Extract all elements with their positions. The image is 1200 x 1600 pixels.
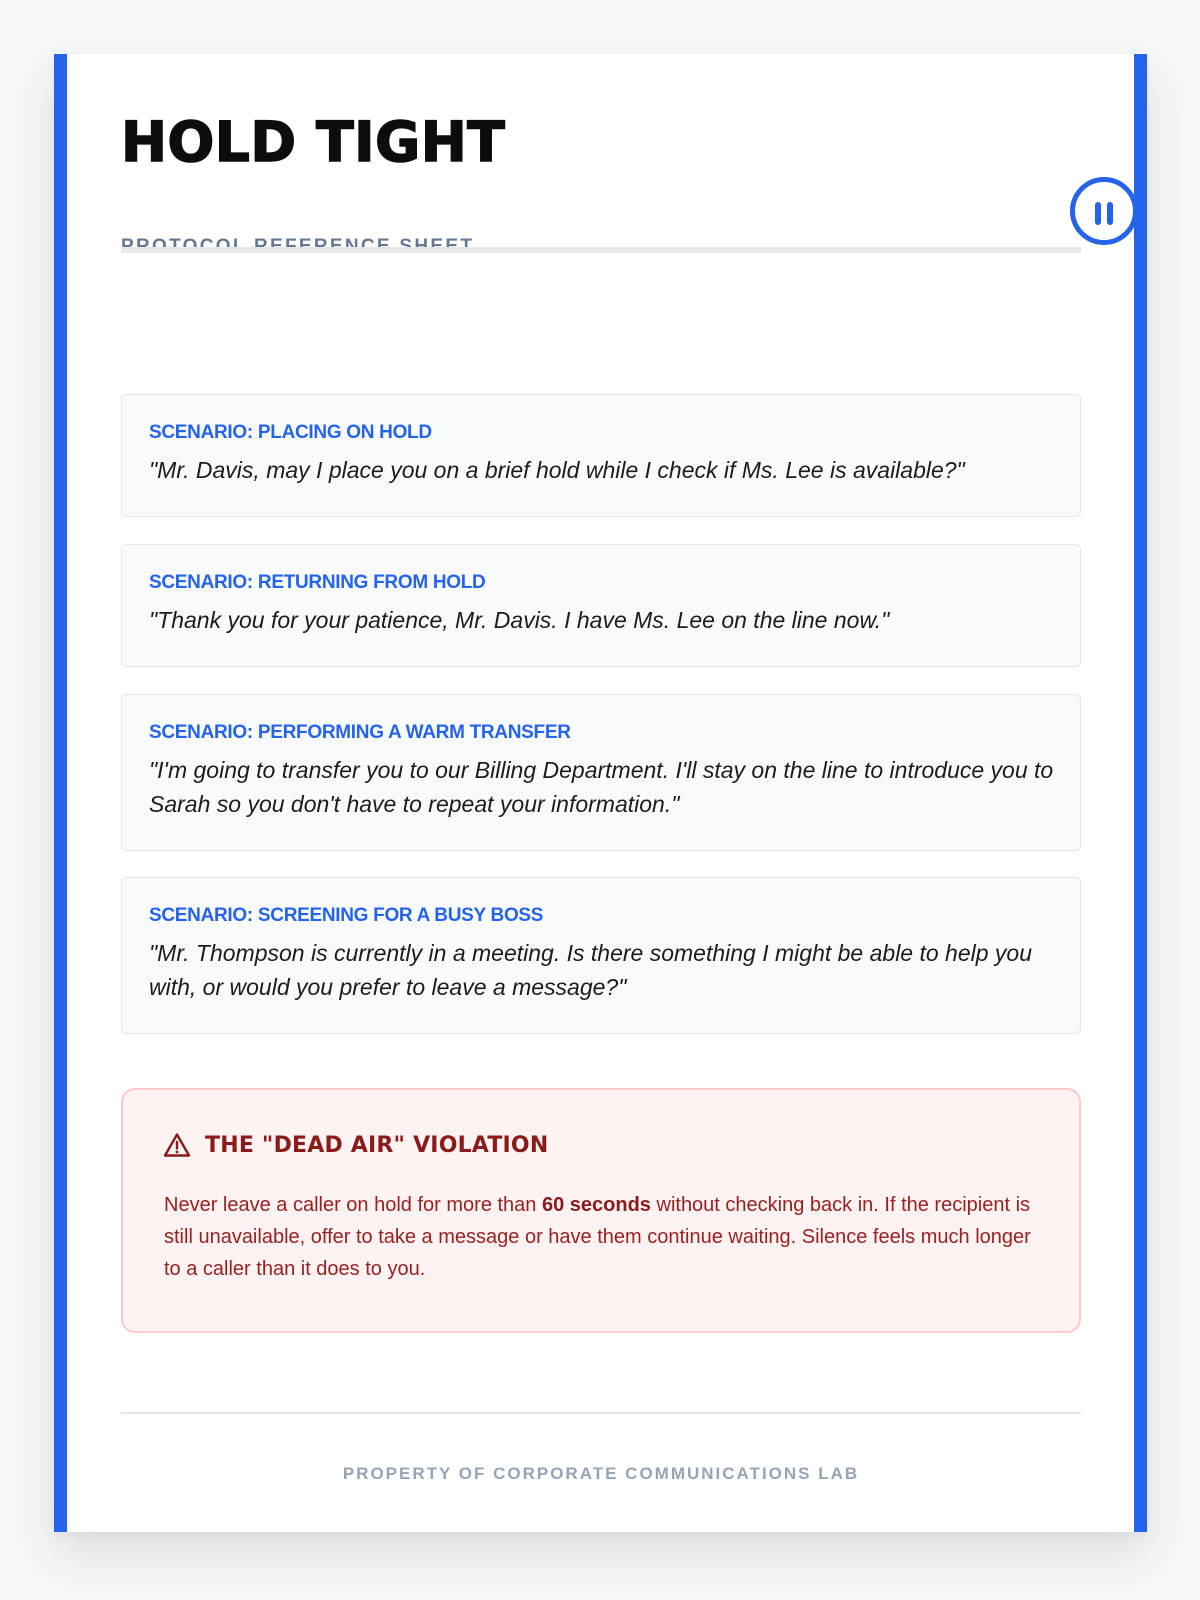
scenario-card (121, 694, 1081, 851)
footer-divider (121, 1412, 1081, 1414)
scenario-label: SCENARIO: PLACING ON HOLD (149, 422, 432, 443)
footer-text: PROPERTY OF CORPORATE COMMUNICATIONS LAB (342, 1464, 860, 1483)
page-title: HOLD TIGHT (121, 110, 506, 174)
pause-bar-left (1095, 202, 1101, 225)
warning-body-start: Never leave a caller on hold for more than (164, 1194, 542, 1216)
scenario-card (121, 877, 1081, 1034)
scenario-quote: "Mr. Thompson is currently in a meeting. Is there something I might be able to help you with, or would you prefer to leave a message?" (149, 940, 1033, 1000)
pause-bar-right (1107, 202, 1113, 225)
left-accent-bar (54, 54, 67, 1532)
warning-title: THE "DEAD AIR" VIOLATION (205, 1132, 549, 1158)
dead-air-warning (121, 1088, 1081, 1333)
warning-body (164, 1189, 1034, 1285)
warning-header (163, 1132, 548, 1158)
header (121, 110, 1081, 210)
warning-body-end: without checking back in. If the recipient is still unavailable, offer to take a message or have them continue waiting. Silence feels much longer to a caller than it does to you. (164, 1194, 1031, 1280)
scenario-label: SCENARIO: SCREENING FOR A BUSY BOSS (149, 905, 544, 926)
scenario-quote: "Thank you for your patience, Mr. Davis. I have Ms. Lee on the line now." (149, 607, 890, 633)
warning-triangle-icon (163, 1132, 191, 1158)
scenario-card (121, 544, 1081, 667)
right-accent-bar (1134, 54, 1147, 1532)
scenario-card (121, 394, 1081, 517)
reference-sheet (54, 54, 1147, 1532)
scenario-label: SCENARIO: PERFORMING A WARM TRANSFER (149, 722, 571, 743)
scenario-label: SCENARIO: RETURNING FROM HOLD (149, 572, 486, 593)
warning-time-limit: 60 seconds (541, 1194, 651, 1216)
pause-circle-icon (1070, 177, 1138, 245)
scenario-quote: "I'm going to transfer you to our Billing Department. I'll stay on the line to introduce you to Sarah so you don't have to repeat your information." (149, 757, 1054, 817)
scenario-quote: "Mr. Davis, may I place you on a brief hold while I check if Ms. Lee is available?" (149, 457, 965, 483)
header-divider (121, 247, 1081, 253)
